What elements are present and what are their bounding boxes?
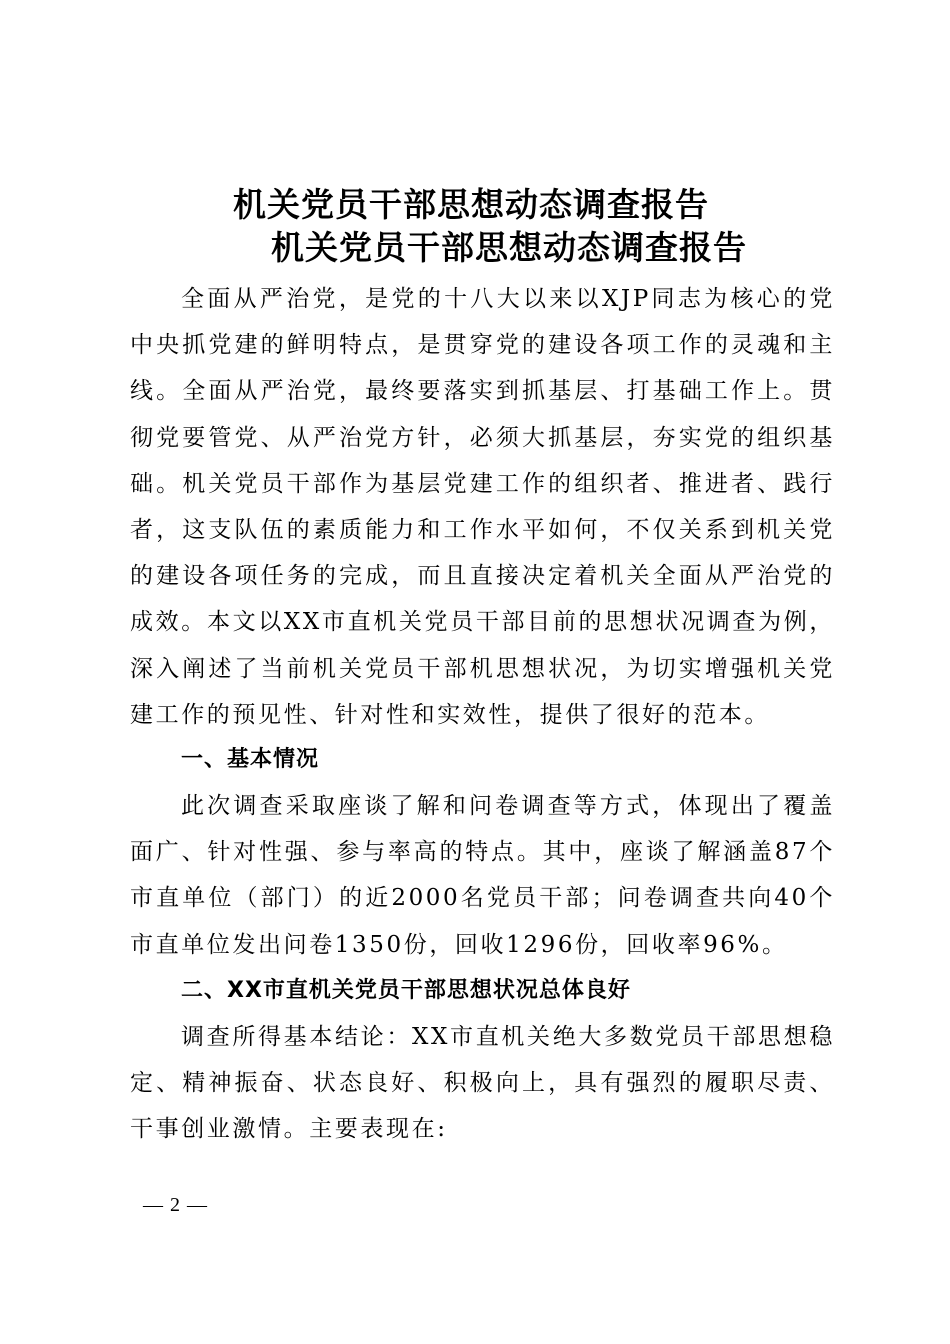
intro-paragraph: 全面从严治党，是党的十八大以来以XJP同志为核心的党中央抓党建的鲜明特点，是贯穿党的建设各项工作的灵魂和主线。全面从严治党，最终要落实到抓基层、打基础工作上。贯彻党要管党、从严治党方针，必须大抓基层，夯实党的组织基础。机关党员干部作为基层党建工作的组织者、推进者、践行者，这支队伍的素质能力和工作水平如何，不仅关系到机关党的建设各项任务的完成，而且直接决定着机关全面从严治党的成效。本文以XX市直机关党员干部目前的思想状况调查为例，深入阐述了当前机关党员干部机思想状况，为切实增强机关党建工作的预见性、针对性和实效性，提供了很好的范本。 [130,286,835,728]
section-heading-overall-status: 二、XX市直机关党员干部思想状况总体良好 [181,978,631,1003]
document-title-repeat: 机关党员干部思想动态调查报告 [271,228,747,267]
section-heading-basic-situation: 一、基本情况 [181,747,320,772]
section-paragraph-overall-status: 调查所得基本结论：XX市直机关绝大多数党员干部思想稳定、精神振奋、状态良好、积极向上，具有强烈的履职尽责、干事创业激情。主要表现在: [130,1024,835,1143]
document-title: 机关党员干部思想动态调查报告 [233,185,709,224]
page-number: — 2 — [143,1194,208,1216]
section-paragraph-basic-situation: 此次调查采取座谈了解和问卷调查等方式，体现出了覆盖面广、针对性强、参与率高的特点。其中，座谈了解涵盖87个市直单位（部门）的近2000名党员干部；问卷调查共向40个市直单位发出问卷1350份，回收1296份，回收率96%。 [130,793,835,958]
